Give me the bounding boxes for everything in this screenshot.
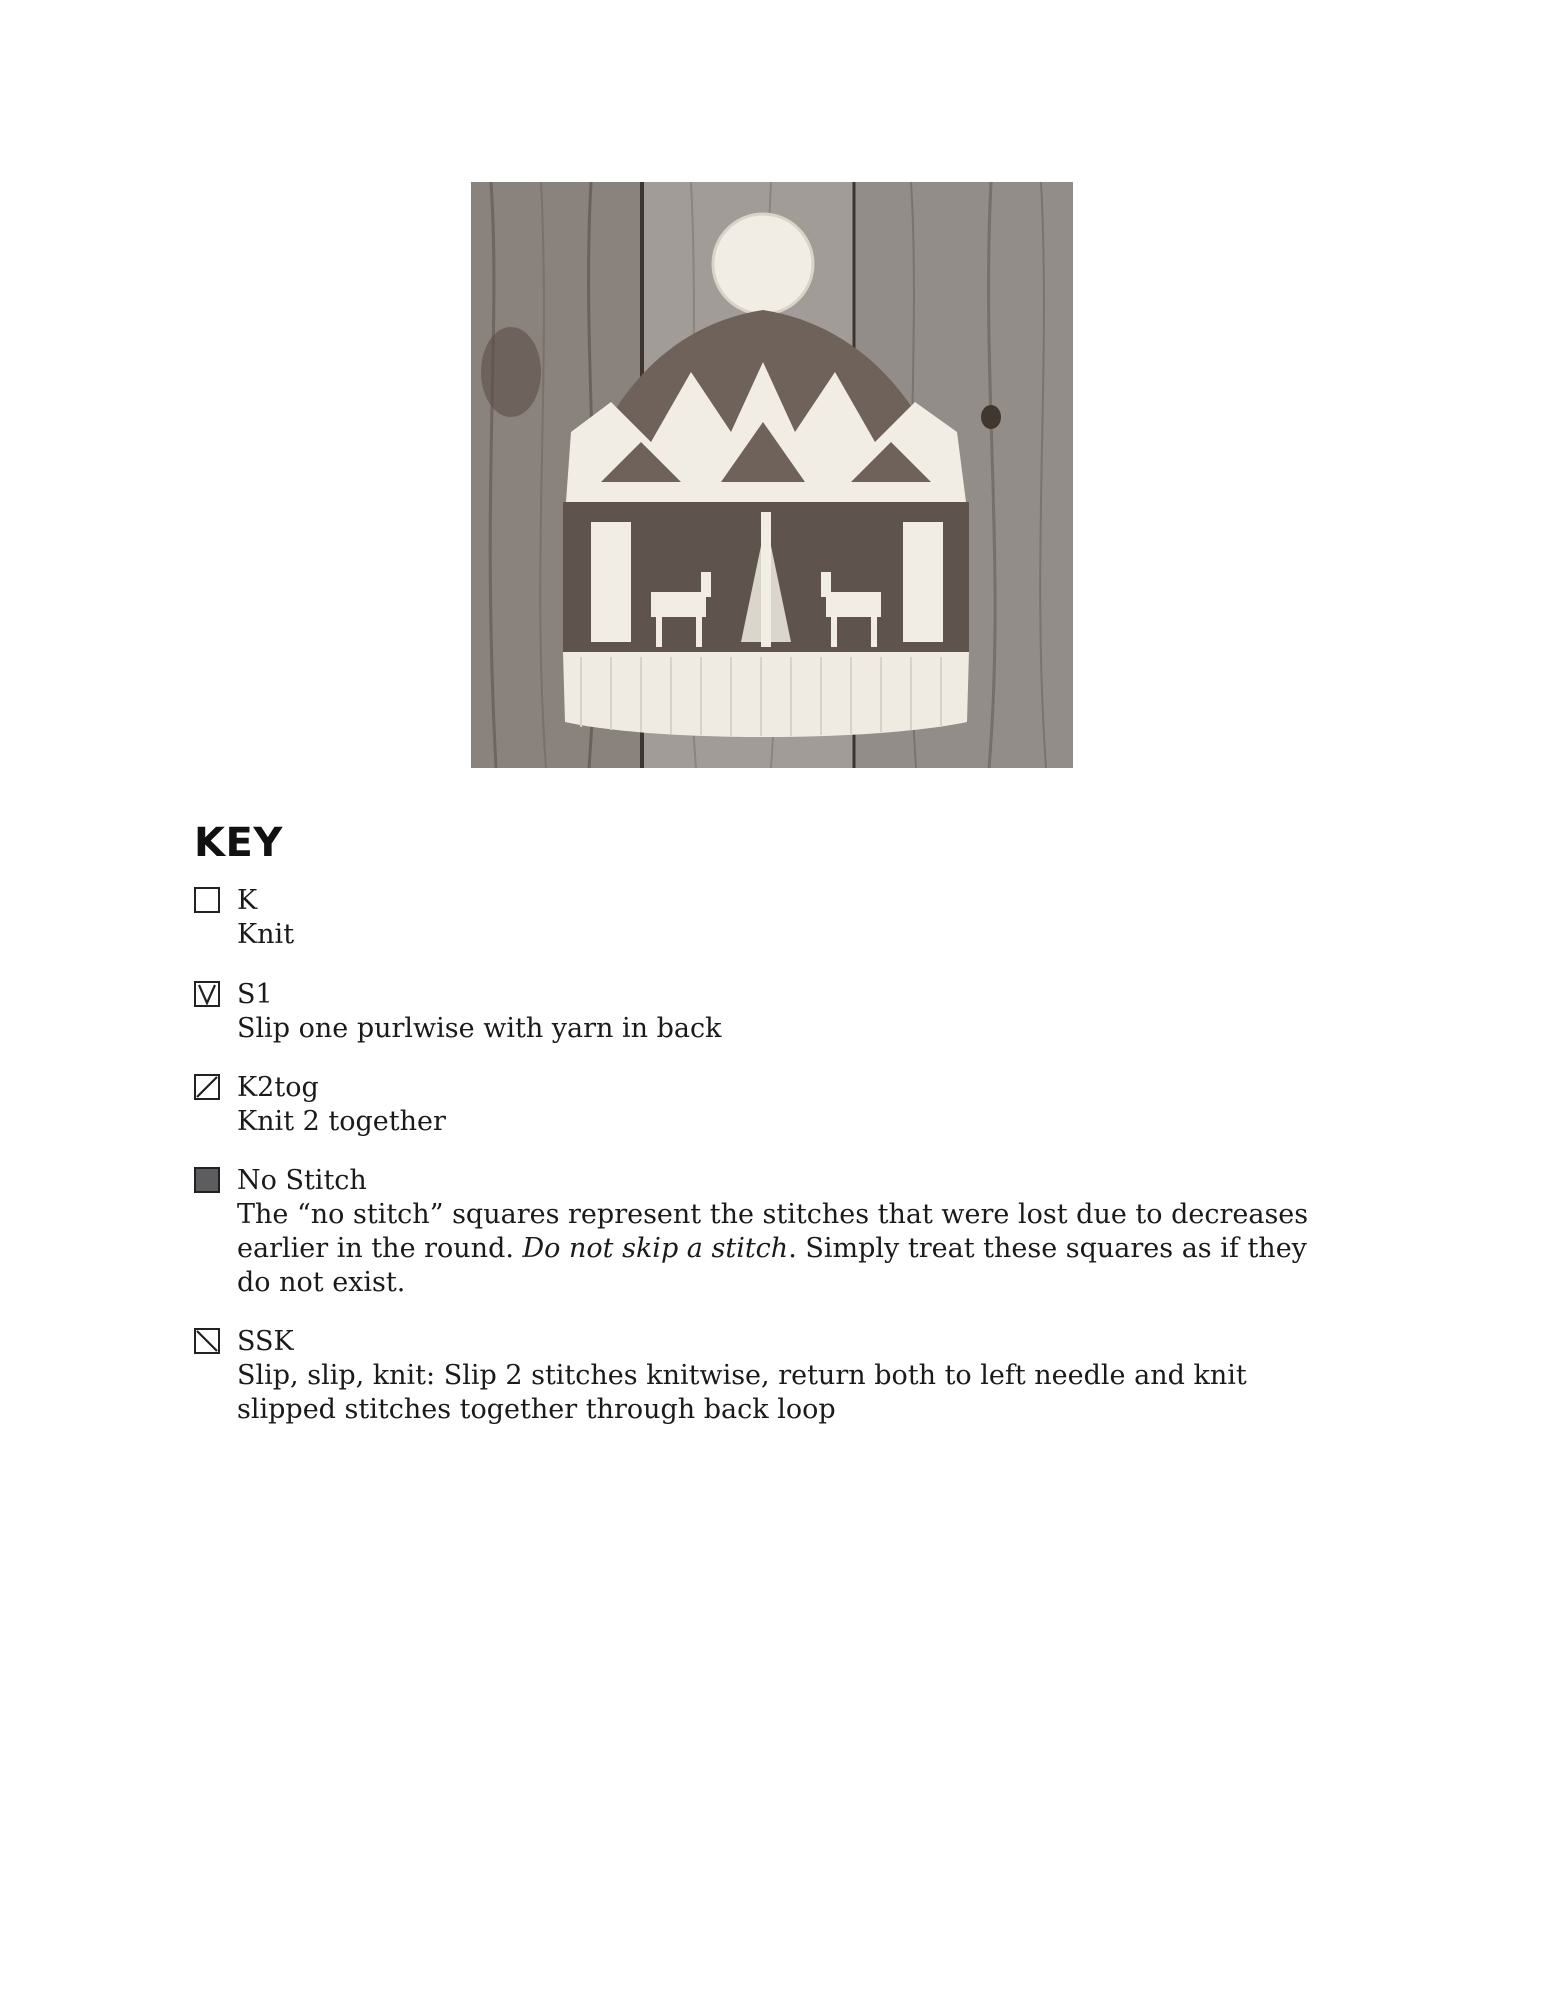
key-item-description: Slip one purlwise with yarn in back [237,1013,722,1044]
key-item-abbr: No Stitch [237,1165,367,1196]
hat-photo-illustration [471,182,1073,768]
empty-square-icon [194,887,220,913]
slash-square-icon [194,1074,220,1100]
key-item-abbr: S1 [237,979,273,1010]
key-item-description: Knit 2 together [237,1106,446,1137]
key-item-description: Knit [237,919,295,950]
key-item-abbr: K [237,885,258,916]
key-item-description: The “no stitch” squares represent the stitches that were lost due to decreases earlier in the round. Do not skip a stitch. Simply treat these squares as if they do not exist. [237,1199,1309,1298]
key-heading: KEY [194,820,283,866]
hat-photo [471,182,1073,768]
filled-square-icon [194,1167,220,1193]
backslash-square-icon [194,1328,220,1354]
key-item-description: Slip, slip, knit: Slip 2 stitches knitwise, return both to left needle and knit slipped stitches together through back loop [237,1360,1247,1425]
v-square-icon [194,981,220,1007]
key-item-abbr: SSK [237,1326,294,1357]
key-item-abbr: K2tog [237,1072,319,1103]
